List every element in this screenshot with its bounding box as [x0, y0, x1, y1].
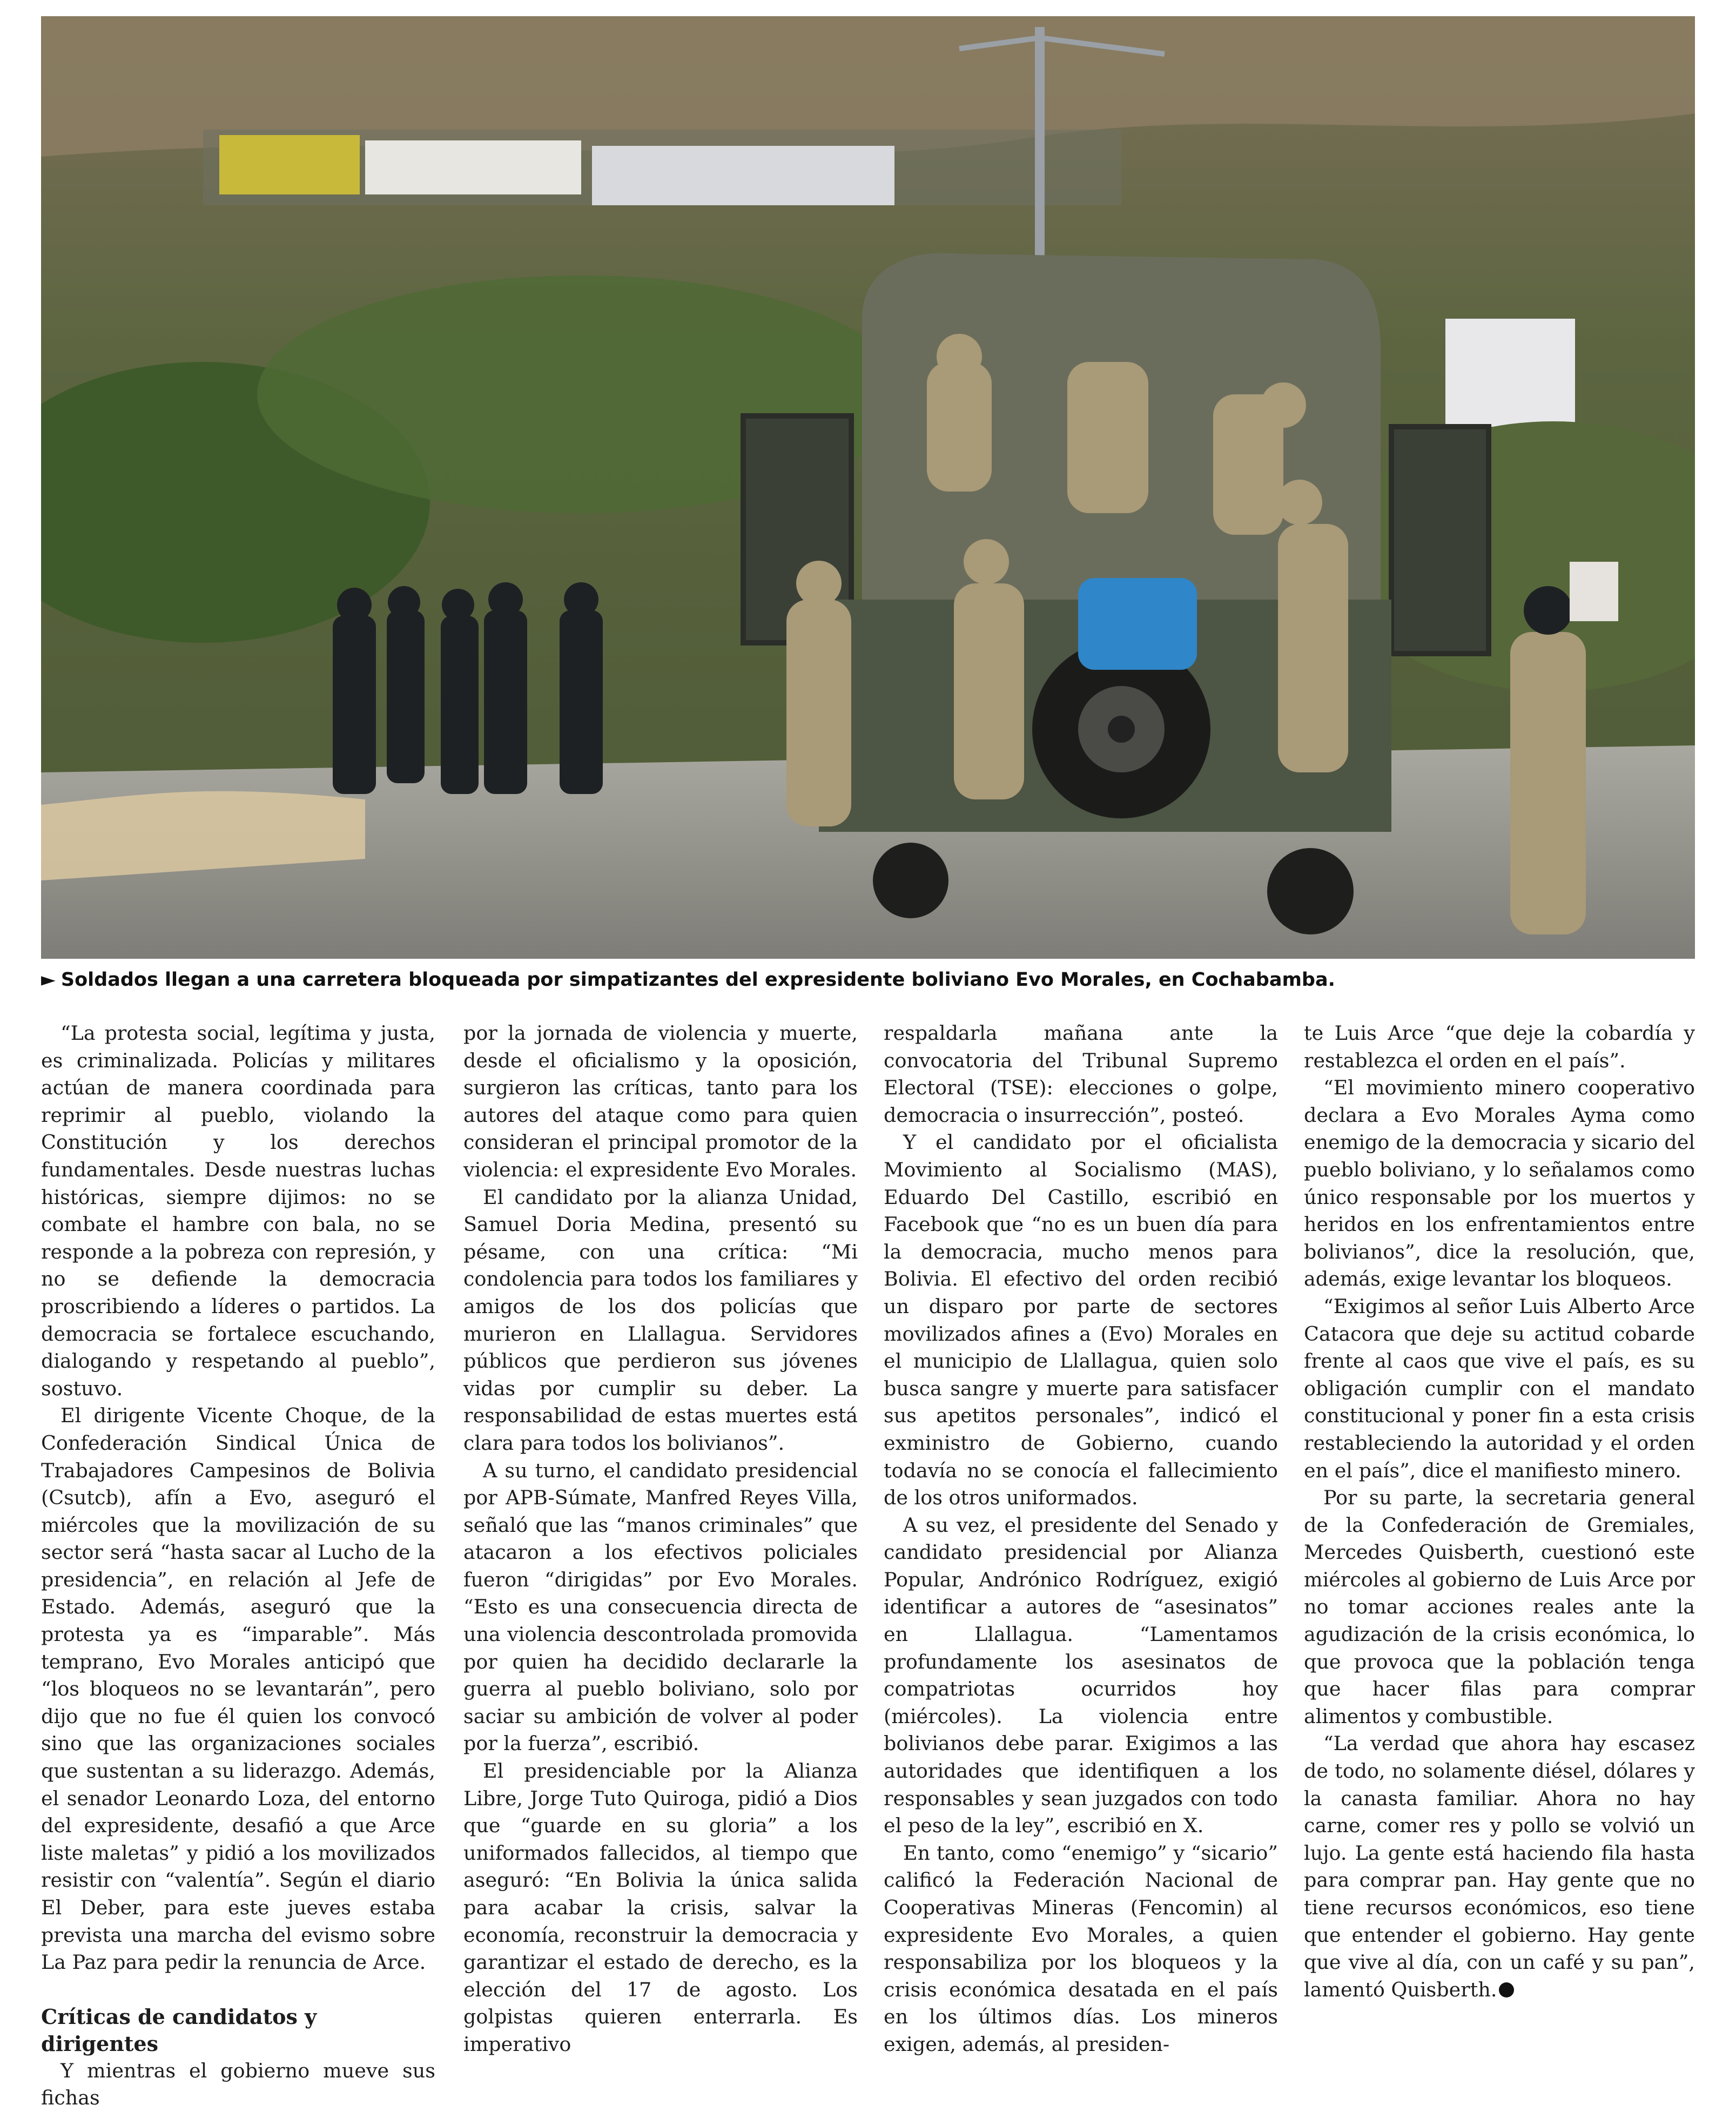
paragraph: El dirigente Vicente Choque, de la Confederación Sindical Única de Trabajadores Campesinos de Bolivia (Csutcb), afín a Evo, aseguró el miércoles que la movilización de su sector será “hasta sacar al Lucho de la presidencia”, en relación al Jefe de Estado. Además, aseguró que la protesta ya es “imparable”. Más temprano, Evo Morales anticipó que “los bloqueos no se levantarán”, pero dijo que no fue él quien los convocó sino que las organizaciones sociales que sustentan a su liderazgo. Además, el senador Leonardo Loza, del entorno del expresidente, desafió a que Arce liste maletas” y pidió a los movilizados resistir con “valentía”. Según el diario El Deber, para este jueves estaba prevista una marcha del evismo sobre La Paz para pedir la renuncia de Arce. — [41, 1404, 435, 1974]
subheading: Críticas de candidatos y dirigentes — [41, 2004, 317, 2056]
paragraph: Y mientras el gobierno mueve sus fichas — [41, 2059, 435, 2110]
last-paragraph — [1304, 1730, 1695, 2003]
paragraph: “El movimiento minero cooperativo declara a Evo Morales Ayma como enemigo de la democracia y sicario del pueblo boliviano, y lo señalamos como único responsable por los muertos y heridos en los enfrentamientos entre bolivianos”, dice la resolución, que, además, exige levantar los bloqueos. — [1304, 1076, 1695, 1291]
paragraph: A su vez, el presidente del Senado y candidato presidencial por Alianza Popular, Andrónico Rodríguez, exigió identificar a autores de “asesinatos” en Llallagua. “Lamentamos profundamente los asesinatos de compatriotas ocurridos hoy (miércoles). La violencia entre bolivianos debe parar. Exigimos a las autoridades que identifiquen a los responsables y sean juzgados con todo el peso de la ley”, escribió en X. — [884, 1513, 1278, 1838]
photo-illustration — [41, 16, 1695, 959]
paragraph-text: “La verdad que ahora hay escasez de todo, no solamente diésel, dólares y la canasta familiar. Ahora no hay carne, comer res y pollo se volvió un lujo. La gente está haciendo fila hasta para comprar pan. Hay gente que no tiene recursos económicos, eso tiene que entender el gobierno. Hay gente que vive al día, con un café y su pan”, lamentó Quisberth. — [1304, 1732, 1695, 2001]
caption-text: Soldados llegan a una carretera bloqueada por simpatizantes del expresidente boliviano Evo Morales, en Cochabamba. — [60, 969, 1335, 991]
article-column-1 — [41, 1020, 435, 2112]
end-mark-icon — [1499, 1982, 1514, 1997]
paragraph: El presidenciable por la Alianza Libre, Jorge Tuto Quiroga, pidió a Dios que “guarde en su gloria” a los uniformados fallecidos, al tiempo que aseguró: “En Bolivia la única salida para acabar la crisis, salvar la economía, reconstruir la democracia y garantizar el estado de derecho, es la elección del 17 de agosto. Los golpistas quieren enterrarla. Es imperativo — [463, 1759, 858, 2056]
paragraph: “Exigimos al señor Luis Alberto Arce Catacora que deje su actitud cobarde frente al caos que vive el país, es su obligación cumplir con el mandato constitucional y poner fin a esta crisis restableciendo la autoridad y el orden en el país”, dice el manifiesto minero. — [1304, 1294, 1695, 1482]
paragraph: te Luis Arce “que deje la cobardía y restablezca el orden en el país”. — [1304, 1021, 1695, 1072]
caption-marker-icon: ► — [41, 969, 56, 991]
paragraph: Y el candidato por el oficialista Movimiento al Socialismo (MAS), Eduardo Del Castillo, escribió en Facebook que “no es un buen día para la democracia, mucho menos para Bolivia. El efectivo del orden recibió un disparo por parte de sectores movilizados afines a (Evo) Morales en el municipio de Llallagua, quien solo busca sangre y muerte para satisfacer sus apetitos personales”, indicó el exministro de Gobierno, cuando todavía no se conocía el fallecimiento de los otros uniformados. — [884, 1131, 1278, 1510]
news-photo — [41, 16, 1695, 959]
paragraph: por la jornada de violencia y muerte, desde el oficialismo y la oposición, surgieron las críticas, tanto para los autores del ataque como para quien consideran el principal promotor de la violencia: el expresidente Evo Morales. — [463, 1021, 858, 1181]
paragraph: Por su parte, la secretaria general de la Confederación de Gremiales, Mercedes Quisberth, cuestionó este miércoles al gobierno de Luis Arce por no tomar acciones reales ante la agudización de la crisis económica, lo que provoca que la población tenga que hacer filas para comprar alimentos y combustible. — [1304, 1486, 1695, 1728]
paragraph: El candidato por la alianza Unidad, Samuel Doria Medina, presentó su pésame, con una crítica: “Mi condolencia para todos los familiares y amigos de los dos policías que murieron en Llallagua. Servidores públicos que perdieron sus jóvenes vidas por cumplir su deber. La responsabilidad de estas muertes está clara para todos los bolivianos”. — [463, 1185, 858, 1455]
paragraph: “La protesta social, legítima y justa, es criminalizada. Policías y militares actúan de manera coordinada para reprimir al pueblo, violando la Constitución y los derechos fundamentales. Desde nuestras luchas históricas, siempre dijimos: no se combate el hambre con bala, no se responde a la pobreza con represión, y no se defiende la democracia proscribiendo a líderes o partidos. La democracia se fortalece escuchando, dialogando y respetando al pueblo”, sostuvo. — [41, 1021, 435, 1400]
paragraph: respaldarla mañana ante la convocatoria del Tribunal Supremo Electoral (TSE): elecciones o golpe, democracia o insurrección”, posteó. — [884, 1021, 1278, 1127]
paragraph: A su turno, el candidato presidencial por APB-Súmate, Manfred Reyes Villa, señaló que las “manos criminales” que atacaron a los efectivos policiales fueron “dirigidas” por Evo Morales. “Esto es una consecuencia directa de una violencia descontrolada promovida por quien ha decidido declararle la guerra al pueblo boliviano, solo por saciar su ambición de volver al poder por la fuerza”, escribió. — [463, 1458, 858, 1755]
paragraph: En tanto, como “enemigo” y “sicario” calificó la Federación Nacional de Cooperativas Mineras (Fencomin) al expresidente Evo Morales, a quien responsabiliza por los bloqueos y la crisis económica desatada en el país en los últimos días. Los mineros exigen, además, al presiden- — [884, 1841, 1278, 2056]
photo-caption — [41, 967, 1695, 993]
article-column-2 — [463, 1020, 858, 2059]
article-column-4 — [1304, 1020, 1695, 2003]
article-column-3 — [884, 1020, 1278, 2059]
